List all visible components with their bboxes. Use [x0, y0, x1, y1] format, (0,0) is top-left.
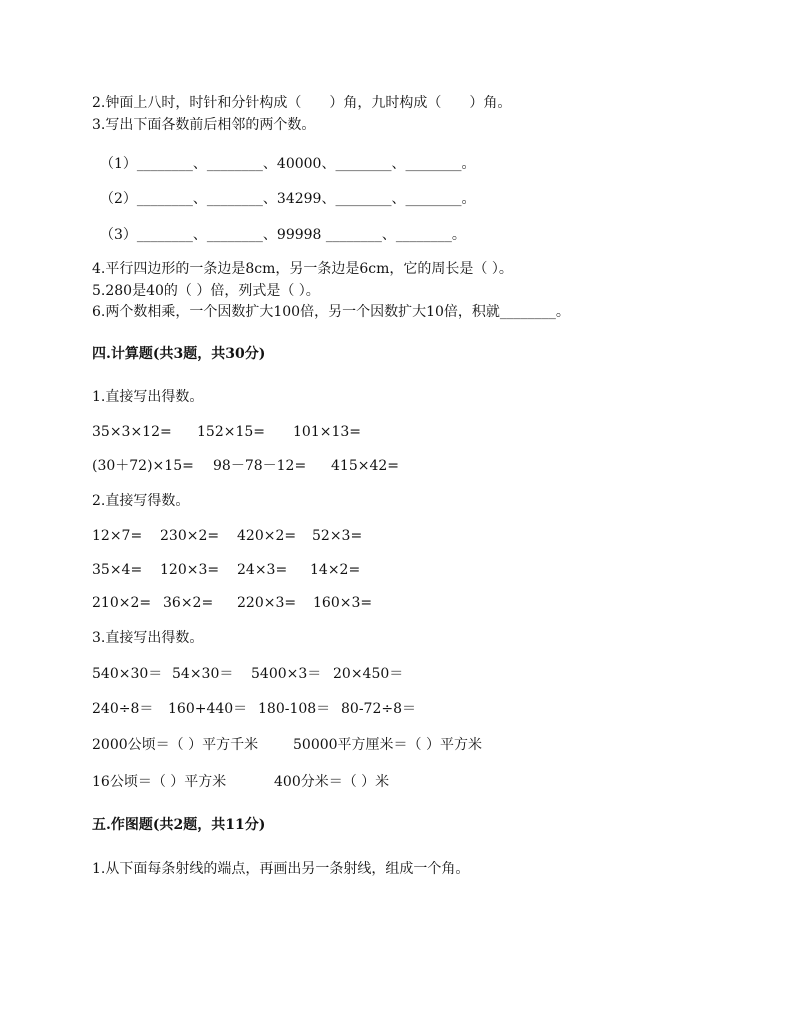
- question-3-4: 4.平行四边形的一条边是8cm，另一条边是6cm，它的周长是（ ）。: [92, 261, 513, 277]
- expression: 540×30＝: [92, 666, 163, 682]
- expression: 50000平方厘米＝（ ）平方米: [293, 737, 482, 753]
- question-3-6: 6.两个数相乘，一个因数扩大100倍，另一个因数扩大10倍，积就________。: [92, 304, 570, 320]
- question-4-2-row-3: [92, 594, 372, 612]
- question-3-3: 3.写出下面各数前后相邻的两个数。: [92, 117, 316, 133]
- expression: 12×7=: [92, 528, 143, 544]
- expression: 120×3=: [160, 562, 220, 578]
- expression: 220×3=: [237, 595, 297, 611]
- question-4-3-row-2: [92, 700, 416, 718]
- question-3-3-row-3: （3）________、________、99998 ________、________。: [100, 227, 466, 243]
- expression: 160+440＝: [168, 701, 248, 717]
- expression: 400分米＝（ ）米: [274, 774, 390, 790]
- expression: 24×3=: [237, 562, 288, 578]
- question-5-1: 1.从下面每条射线的端点，再画出另一条射线，组成一个角。: [92, 861, 470, 877]
- expression: 54×30＝: [172, 666, 234, 682]
- question-4-3-row-1: [92, 665, 403, 683]
- expression: 5400×3＝: [251, 666, 322, 682]
- expression: 415×42=: [331, 458, 399, 474]
- question-4-2-prompt: 2.直接写得数。: [92, 493, 190, 509]
- section-4-title: 四.计算题(共3题，共30分): [92, 346, 266, 362]
- expression: (30＋72)×15=: [92, 458, 194, 474]
- expression: 35×4=: [92, 562, 143, 578]
- expression: 52×3=: [312, 528, 363, 544]
- expression: 101×13=: [293, 424, 361, 440]
- expression: 240÷8＝: [92, 701, 154, 717]
- question-4-3-row-3: [92, 736, 482, 754]
- question-4-1-row-2: [92, 457, 399, 475]
- expression: 160×3=: [313, 595, 373, 611]
- expression: 36×2=: [163, 595, 214, 611]
- expression: 420×2=: [237, 528, 297, 544]
- question-3-3-row-2: （2）________、________、34299、________、________。: [100, 191, 476, 207]
- question-4-1-row-1: [92, 423, 361, 441]
- expression: 152×15=: [197, 424, 265, 440]
- expression: 180-108＝: [258, 701, 331, 717]
- question-4-3-prompt: 3.直接写出得数。: [92, 630, 204, 646]
- question-4-2-row-1: [92, 527, 362, 545]
- expression: 80-72÷8＝: [341, 701, 416, 717]
- question-4-1-prompt: 1.直接写出得数。: [92, 389, 204, 405]
- question-3-3-row-1: （1）________、________、40000、________、________。: [100, 156, 476, 172]
- question-3-2: 2.钟面上八时，时针和分针构成（ ）角，九时构成（ ）角。: [92, 95, 512, 111]
- expression: 35×3×12=: [92, 424, 172, 440]
- expression: 2000公顷＝（ ）平方千米: [92, 737, 259, 753]
- expression: 20×450＝: [333, 666, 404, 682]
- expression: 98－78－12=: [213, 458, 307, 474]
- expression: 210×2=: [92, 595, 152, 611]
- expression: 230×2=: [160, 528, 220, 544]
- expression: 16公顷＝（ ）平方米: [92, 774, 227, 790]
- question-3-5: 5.280是40的（ ）倍，列式是（ ）。: [92, 283, 320, 299]
- section-5-title: 五.作图题(共2题，共11分): [92, 817, 266, 833]
- question-4-2-row-2: [92, 561, 360, 579]
- question-4-3-row-4: [92, 773, 389, 791]
- expression: 14×2=: [310, 562, 361, 578]
